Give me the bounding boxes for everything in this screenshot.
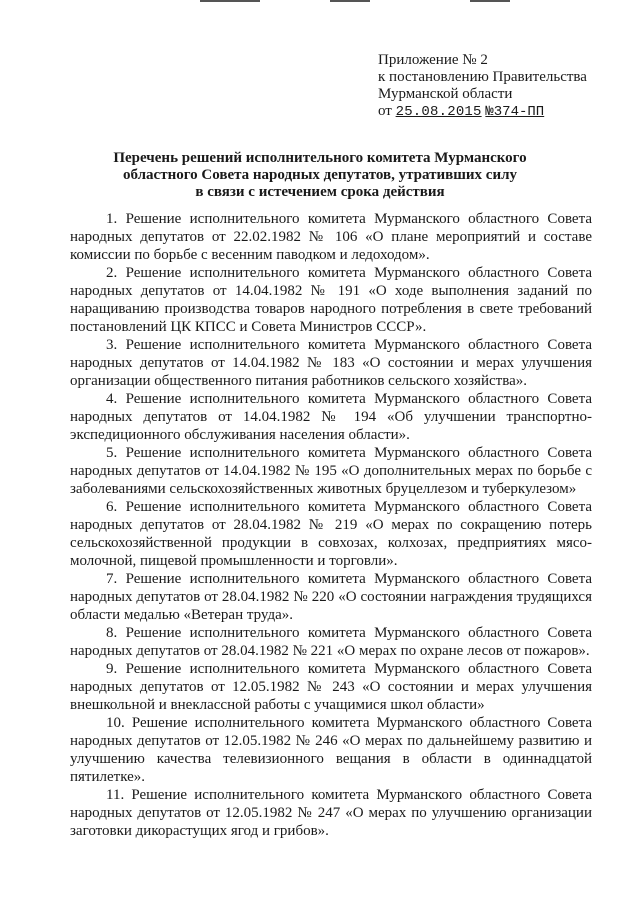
decision-item-10: 10. Решение исполнительного комитета Мурманского областного Совета народных депутатов от 12.05.1982 № 246 «О мерах по дальнейшему развитию и улучшению качества телевизионного вещания в области в одиннадцатой пятилетке». (70, 715, 592, 785)
document-title (70, 150, 570, 201)
title-line-1: Перечень решений исполнительного комитета Мурманского (113, 150, 527, 166)
decision-item-6: 6. Решение исполнительного комитета Мурманского областного Совета народных депутатов от 28.04.1982 № 219 «О мерах по сокращению потерь сельскохозяйственной продукции в совхозах, колхозах, предприятиях мясо-молочной, пищевой промышленности и торговли». (70, 499, 592, 569)
appendix-line-3: Мурманской области (378, 86, 513, 102)
decision-item-4: 4. Решение исполнительного комитета Мурманского областного Совета народных депутатов от 14.04.1982 № 194 «Об улучшении транспортно-экспедиционного обслуживания населения области». (70, 391, 592, 443)
title-line-2: областного Совета народных депутатов, утративших силу (123, 167, 517, 183)
date-prefix: от (378, 103, 392, 119)
decree-number: №374-ПП (485, 104, 545, 120)
title-line-3: в связи с истечением срока действия (195, 184, 445, 200)
decision-item-9: 9. Решение исполнительного комитета Мурманского областного Совета народных депутатов от 12.05.1982 № 243 «О состоянии и мерах улучшения внешкольной и внеклассной работы с учащимися школ области» (70, 661, 592, 713)
decision-item-8: 8. Решение исполнительного комитета Мурманского областного Совета народных депутатов от 28.04.1982 № 221 «О мерах по охране лесов от пожаров». (70, 625, 592, 659)
decision-item-5: 5. Решение исполнительного комитета Мурманского областного Совета народных депутатов от 14.04.1982 № 195 «О дополнительных мерах по борьбе с заболеваниями сельскохозяйственных животных бруцеллезом и туберкулезом» (70, 445, 592, 497)
appendix-date-line (378, 103, 628, 121)
appendix-line-2: к постановлению Правительства (378, 69, 587, 85)
decision-item-1: 1. Решение исполнительного комитета Мурманского областного Совета народных депутатов от 22.02.1982 № 106 «О плане мероприятий и составе комиссии по борьбе с весенним паводком и ледоходом». (70, 211, 592, 263)
decision-item-3: 3. Решение исполнительного комитета Мурманского областного Совета народных депутатов от 14.04.1982 № 183 «О состоянии и мерах улучшения организации общественного питания работников сельского хозяйства». (70, 337, 592, 389)
decision-list (70, 210, 592, 840)
decision-item-2: 2. Решение исполнительного комитета Мурманского областного Совета народных депутатов от 14.04.1982 № 191 «О ходе выполнения заданий по наращиванию производства товаров народного потребления в свете требований постановлений ЦК КПСС и Совета Министров СССР». (70, 265, 592, 335)
scan-edge-marks (0, 0, 640, 6)
appendix-line-1: Приложение № 2 (378, 52, 488, 68)
appendix-header (378, 52, 628, 121)
decision-item-7: 7. Решение исполнительного комитета Мурманского областного Совета народных депутатов от 28.04.1982 № 220 «О состоянии награждения трудящихся области медалью «Ветеран труда». (70, 571, 592, 623)
decree-date: 25.08.2015 (395, 104, 482, 120)
decision-item-11: 11. Решение исполнительного комитета Мурманского областного Совета народных депутатов от 12.05.1982 № 247 «О мерах по улучшению организации заготовки дикорастущих ягод и грибов». (70, 787, 592, 839)
